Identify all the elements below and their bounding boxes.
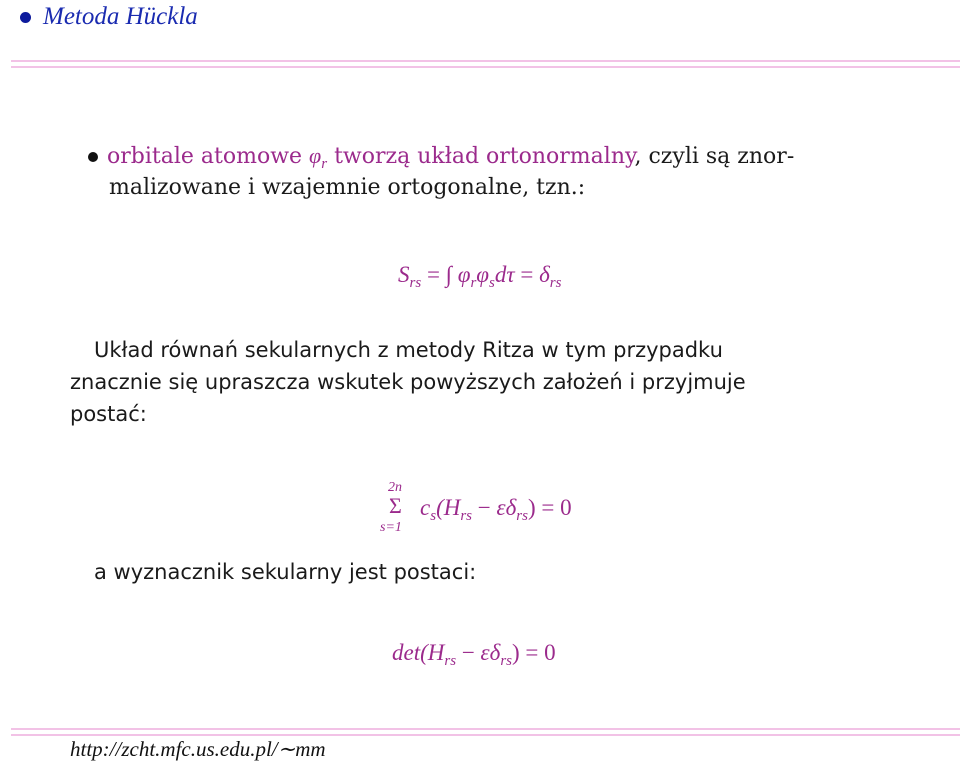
- summation-symbol: 2n Σ s=1: [380, 480, 402, 535]
- secular-equation: 2n Σ s=1 $c_s(H_{rs} - \varepsilon\delta_{rs}) = 0$: [380, 480, 416, 540]
- header-bullet-icon: [20, 12, 31, 23]
- bullet-continuation: malizowane i wzajemnie ortogonalne, tzn.:: [109, 175, 586, 200]
- paragraph-line-2: znacznie się upraszcza wskutek powyższych założeń i przyjmuje: [70, 370, 746, 394]
- footer-rule-top: [11, 728, 960, 730]
- overlap-equation: $S_{rs}$ = ∫ $\varphi_r\varphi_sd\tau = \delta_{rs}$: [398, 262, 562, 291]
- slide-title: Metoda Hückla: [43, 3, 198, 30]
- bullet-item: [88, 140, 794, 175]
- header-rule-top: [11, 60, 960, 62]
- bullet-icon: [88, 152, 98, 162]
- footer-rule-bottom: [11, 734, 960, 736]
- slide-header: [20, 2, 198, 32]
- footer-url[interactable]: http://zcht.mfc.us.edu.pl/∼mm: [70, 737, 326, 761]
- header-rule-bottom: [11, 66, 960, 68]
- determinant-equation: $\det(H_{rs} - \varepsilon\delta_{rs}) = 0$: [392, 640, 556, 669]
- phi-r-symbol: $\varphi_r$: [309, 143, 328, 172]
- body-paragraph: [70, 334, 960, 430]
- bullet-magenta-text: orbitale atomowe: [107, 144, 303, 169]
- paragraph-line-1: Układ równań sekularnych z metody Ritza w tym przypadku: [94, 338, 723, 362]
- bullet-black-text: , czyli są znor-: [634, 144, 795, 169]
- determinant-intro: a wyznacznik sekularny jest postaci:: [94, 560, 477, 584]
- paragraph-line-3: postać:: [70, 402, 147, 426]
- bullet-magenta-text-2: tworzą układ ortonormalny: [334, 144, 635, 169]
